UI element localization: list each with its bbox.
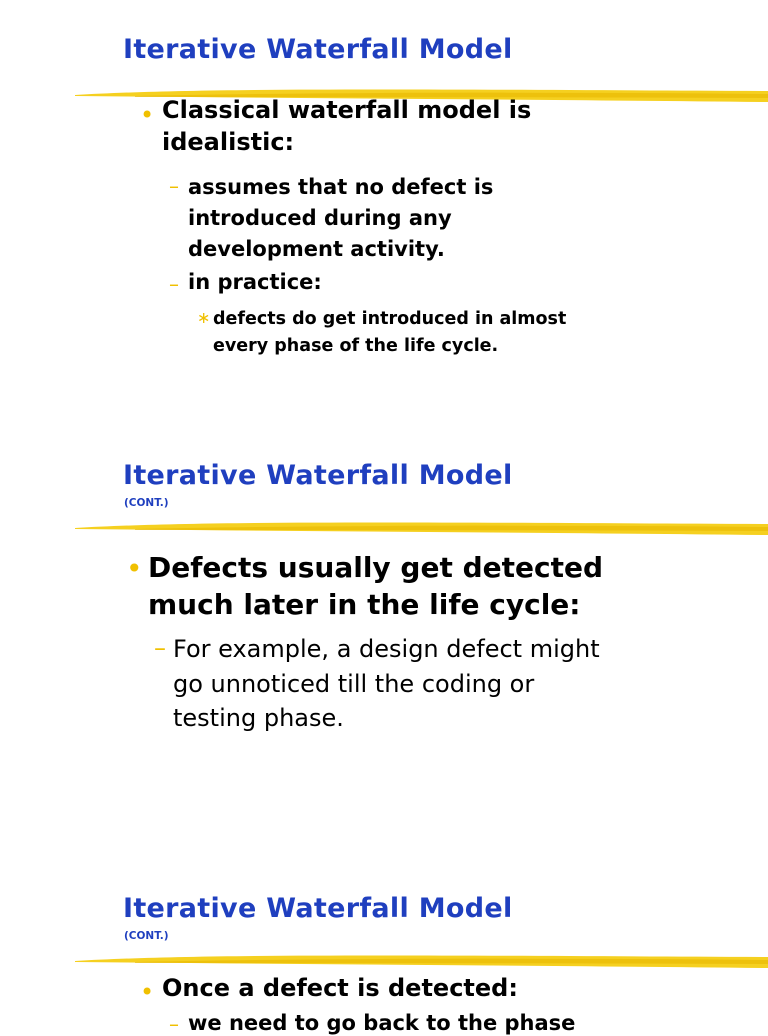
dash-bullet-icon: –: [169, 174, 179, 198]
bullet-text: Classical waterfall model is idealistic:: [162, 96, 532, 156]
star-bullet-icon: ∗: [197, 308, 211, 327]
dot-bullet-icon: •: [140, 978, 155, 1006]
dot-bullet-icon: •: [140, 101, 155, 129]
sub-sub-bullet-text: defects do get introduced in almost every phase of the life cycle.: [213, 309, 567, 356]
dash-bullet-icon: –: [154, 634, 166, 662]
dash-bullet-icon: –: [169, 1012, 179, 1036]
sub-bullet-text: in practice:: [188, 270, 322, 294]
sub-bullet-text: For example, a design defect might go unnoticed till the coding or testing phase.: [173, 635, 600, 732]
dot-bullet-icon: •: [126, 552, 143, 585]
sub-bullet-text: assumes that no defect is introduced during any development activity.: [188, 175, 494, 261]
slide-title: Iterative Waterfall Model: [123, 34, 513, 65]
title-underline-swoosh: [75, 950, 768, 972]
slide-title: Iterative Waterfall Model: [123, 460, 513, 491]
slide-title: Iterative Waterfall Model: [123, 893, 513, 924]
bullet-text: Once a defect is detected:: [162, 974, 518, 1002]
slide-subtitle: (CONT.): [124, 930, 169, 942]
dash-bullet-icon: –: [169, 272, 179, 296]
bullet-text: Defects usually get detected much later in the life cycle:: [148, 551, 604, 621]
sub-bullet-text: we need to go back to the phase: [188, 1011, 576, 1035]
slide-subtitle: (CONT.): [124, 497, 169, 509]
